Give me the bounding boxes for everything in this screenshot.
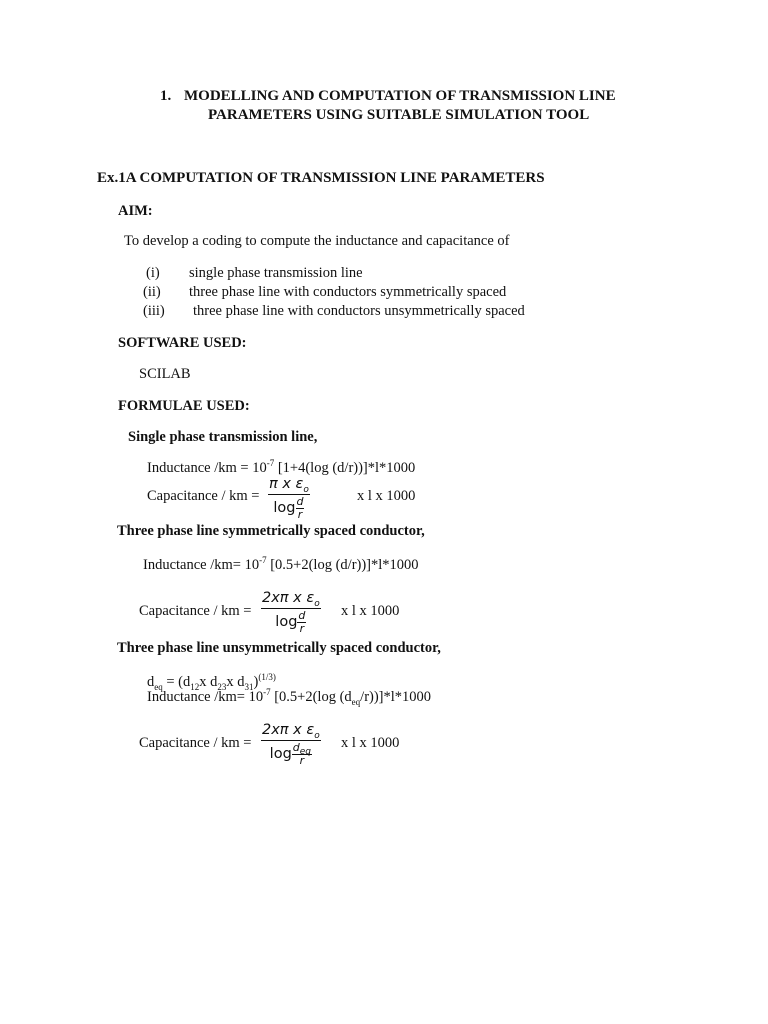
aim-item-3-number: (iii): [143, 303, 165, 319]
symmetric-capacitance-suffix: x l x 1000: [341, 603, 400, 619]
unsymmetric-capacitance-fraction: 2xπ x $\varepsilon_o$ log $\frac{d_{eq}}{r}$: [262, 722, 320, 767]
symmetric-capacitance-fraction: 2xπ x $\varepsilon_o$ log $\frac{d}{r}$: [262, 590, 320, 635]
single-capacitance-fraction: π x $\varepsilon_o$ log $\frac{d}{r}$: [269, 476, 309, 521]
single-inductance-formula: Inductance $/km = 10^{-7}$ [1+4(log (d/r))]*l*1000: [147, 458, 416, 476]
single-capacitance-suffix: x l x 1000: [357, 488, 416, 504]
title-line-2: PARAMETERS USING SUITABLE SIMULATION TOOL: [208, 107, 590, 123]
deq-formula: $d_{eq} = (d_{12}x$ $d_{23}x$ $d_{31})^{(1/3)}$: [147, 672, 276, 692]
single-capacitance-label: Capacitance / km =: [147, 488, 260, 504]
unsymmetric-capacitance-label: Capacitance / km =: [139, 735, 252, 751]
title-line-1: MODELLING AND COMPUTATION OF TRANSMISSION LINE: [184, 88, 616, 104]
aim-item-1-number: (i): [146, 265, 160, 281]
aim-item-2-text: three phase line with conductors symmetrically spaced: [189, 284, 507, 300]
symmetric-inductance-formula: Inductance $/km= 10^{-7}$ [0.5+2(log (d/r))]*l*1000: [143, 555, 419, 573]
unsymmetric-inductance-formula: Inductance $/km= 10^{-7}$ [0.5+2(log $(d_{eq}/r))]*l*1000$: [147, 687, 432, 707]
aim-item-2-number: (ii): [143, 284, 161, 300]
software-name: SCILAB: [139, 366, 191, 382]
aim-heading: AIM:: [118, 203, 153, 219]
unsymmetric-capacitance-suffix: x l x 1000: [341, 735, 400, 751]
symmetric-heading: Three phase line symmetrically spaced conductor,: [117, 523, 425, 539]
exercise-heading: Ex.1A COMPUTATION OF TRANSMISSION LINE PARAMETERS: [97, 170, 545, 186]
unsymmetric-heading: Three phase line unsymmetrically spaced conductor,: [117, 640, 441, 656]
formulae-heading: FORMULAE USED:: [118, 398, 250, 414]
aim-text: To develop a coding to compute the inductance and capacitance of: [124, 233, 510, 249]
title-number: 1.: [160, 88, 172, 104]
aim-item-3-text: three phase line with conductors unsymmetrically spaced: [193, 303, 525, 319]
single-phase-heading: Single phase transmission line,: [128, 429, 318, 445]
aim-item-1-text: single phase transmission line: [189, 265, 363, 281]
symmetric-capacitance-label: Capacitance / km =: [139, 603, 252, 619]
software-heading: SOFTWARE USED:: [118, 335, 247, 351]
